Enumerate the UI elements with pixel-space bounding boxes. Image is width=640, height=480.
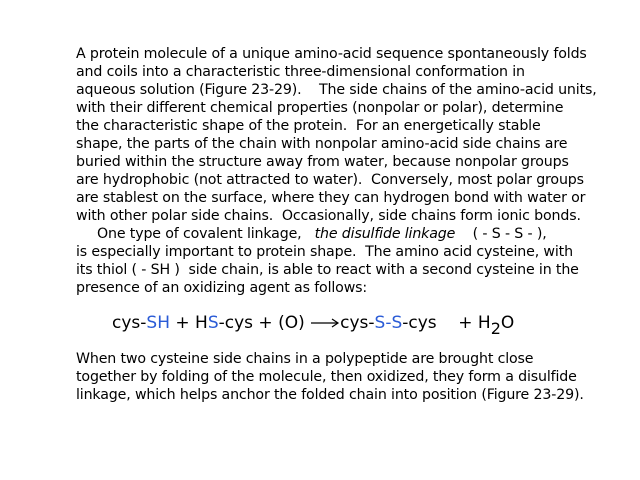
eq-s2: S xyxy=(391,313,403,333)
eq-sh-group: SH xyxy=(146,313,170,333)
eq-s1: S xyxy=(374,313,386,333)
eq-cys-plus-o: -cys + (O) xyxy=(218,313,311,333)
paragraph2-line2: is especially important to protein shape. The amino acid cysteine, with xyxy=(76,244,573,260)
reaction-equation xyxy=(112,311,515,338)
paragraph1-line: aqueous solution (Figure 23-29). The side chains of the amino-acid units, xyxy=(76,82,597,98)
eq-cys: cys- xyxy=(112,313,147,333)
paragraph3-line: When two cysteine side chains in a polypeptide are brought close xyxy=(76,351,534,367)
paragraph1-line: shape, the parts of the chain with nonpolar amino-acid side chains are xyxy=(76,136,568,152)
paragraph1-line: are stablest on the surface, where they can hydrogen bond with water or xyxy=(76,190,586,206)
paragraph2-line1 xyxy=(97,225,547,243)
paragraph1-line: and coils into a characteristic three-dimensional conformation in xyxy=(76,64,525,80)
paragraph1-line: A protein molecule of a unique amino-acid sequence spontaneously folds xyxy=(76,46,587,62)
disulfide-linkage-term: the disulfide linkage xyxy=(314,226,456,242)
paragraph2-line3: its thiol ( - SH ) side chain, is able to react with a second cysteine in the xyxy=(76,262,579,278)
eq-dash: - xyxy=(385,313,392,333)
paragraph1-line: with other polar side chains. Occasionally, side chains form ionic bonds. xyxy=(76,208,581,224)
eq-cys-plus-h: -cys + H xyxy=(402,313,491,333)
paragraph2-text: One type of covalent linkage, xyxy=(97,226,315,242)
eq-cys: cys- xyxy=(340,313,375,333)
reaction-arrow-icon xyxy=(310,317,340,329)
paragraph1-line: the characteristic shape of the protein. For an energetically stable xyxy=(76,118,541,134)
paragraph1-line: are hydrophobic (not attracted to water). Conversely, most polar groups xyxy=(76,172,584,188)
paragraph1-line: with their different chemical properties (nonpolar or polar), determine xyxy=(76,100,564,116)
paragraph1-line: buried within the structure away from water, because nonpolar groups xyxy=(76,154,569,170)
paragraph2-text: ( - S - S - ), xyxy=(455,226,547,242)
eq-o: O xyxy=(500,313,515,333)
paragraph3-line: together by folding of the molecule, then oxidized, they form a disulfide xyxy=(76,369,577,385)
eq-plus-h: + H xyxy=(169,313,208,333)
eq-subscript: 2 xyxy=(490,319,501,338)
eq-s: S xyxy=(207,313,219,333)
paragraph3-line: linkage, which helps anchor the folded chain into position (Figure 23-29). xyxy=(76,387,584,403)
paragraph2-line4: presence of an oxidizing agent as follows: xyxy=(76,280,368,296)
